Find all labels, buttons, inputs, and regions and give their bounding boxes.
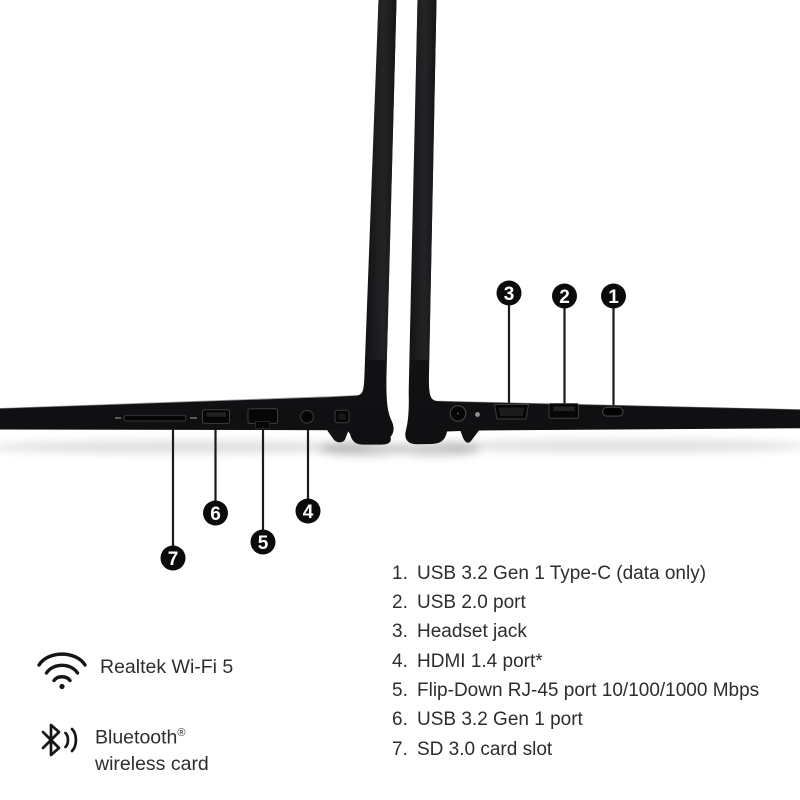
bluetooth-label-line2: wireless card xyxy=(95,752,209,775)
callout-1-number: 1 xyxy=(608,286,619,308)
hdmi-port-slot xyxy=(499,408,525,417)
usb-c-port xyxy=(603,407,624,416)
legend-item-number: 7. xyxy=(392,738,408,760)
legend-item-text: Flip-Down RJ-45 port 10/100/1000 Mbps xyxy=(417,680,760,702)
callout-3 xyxy=(497,281,522,306)
laptop-left-body xyxy=(405,0,800,444)
sd-slot-marker-left xyxy=(115,417,121,419)
legend-item-text: HDMI 1.4 port* xyxy=(417,650,543,672)
legend-item-text: USB 3.2 Gen 1 Type-C (data only) xyxy=(417,562,707,584)
laptop-right-foot xyxy=(327,430,349,443)
port-legend xyxy=(392,559,782,764)
legend-item-7 xyxy=(392,735,782,764)
legend-item-6 xyxy=(392,706,782,735)
laptop-left-lid-sheen xyxy=(411,0,437,360)
bluetooth-feature-label xyxy=(95,720,209,777)
power-jack-pin xyxy=(457,413,459,415)
sd-slot-marker-right xyxy=(190,417,197,419)
callout-6-number: 6 xyxy=(210,503,221,525)
legend-item-text: SD 3.0 card slot xyxy=(417,738,553,760)
wifi-feature-label: Realtek Wi-Fi 5 xyxy=(100,656,234,678)
callout-4 xyxy=(296,499,321,524)
legend-item-4 xyxy=(392,647,782,676)
wifi-icon xyxy=(39,654,85,689)
registered-mark: ® xyxy=(177,727,186,739)
legend-item-5 xyxy=(392,676,782,705)
ground-shadows xyxy=(0,440,800,457)
power-led xyxy=(475,412,480,417)
legend-item-number: 2. xyxy=(392,592,408,614)
legend-item-text: Headset jack xyxy=(417,621,527,643)
callout-7 xyxy=(161,546,186,571)
callout-5 xyxy=(251,530,276,555)
sd-card-slot xyxy=(124,415,186,421)
bluetooth-icon xyxy=(43,725,76,755)
laptop-right-body xyxy=(0,0,397,445)
bluetooth-label-line1: Bluetooth® xyxy=(95,726,186,749)
callout-7-number: 7 xyxy=(167,548,179,570)
legend-item-number: 1. xyxy=(392,562,408,584)
callout-5-number: 5 xyxy=(257,532,269,554)
legend-item-1 xyxy=(392,559,782,588)
legend-item-3 xyxy=(392,618,782,647)
legend-item-text: USB 2.0 port xyxy=(417,592,526,614)
callout-2 xyxy=(552,284,577,309)
legend-item-number: 3. xyxy=(392,621,408,643)
rj45-flipdown-notch xyxy=(256,422,270,429)
usb-a-tongue-right xyxy=(207,412,227,416)
callout-1 xyxy=(601,284,626,309)
usb-a-tongue-left xyxy=(554,406,575,411)
legend-item-number: 4. xyxy=(392,650,408,672)
legend-item-2 xyxy=(392,588,782,617)
legend-item-text: USB 3.2 Gen 1 port xyxy=(417,709,583,731)
legend-item-number: 6. xyxy=(392,709,408,731)
laptop-left-side-view xyxy=(405,0,800,444)
callout-3-number: 3 xyxy=(503,283,515,305)
lock-slot-hole xyxy=(339,414,346,420)
laptop-right-side-view xyxy=(0,0,397,445)
callout-4-number: 4 xyxy=(302,501,314,523)
headset-jack-hole xyxy=(305,414,310,419)
callout-2-number: 2 xyxy=(559,286,570,308)
legend-item-number: 5. xyxy=(392,680,408,702)
callout-6 xyxy=(203,501,228,526)
